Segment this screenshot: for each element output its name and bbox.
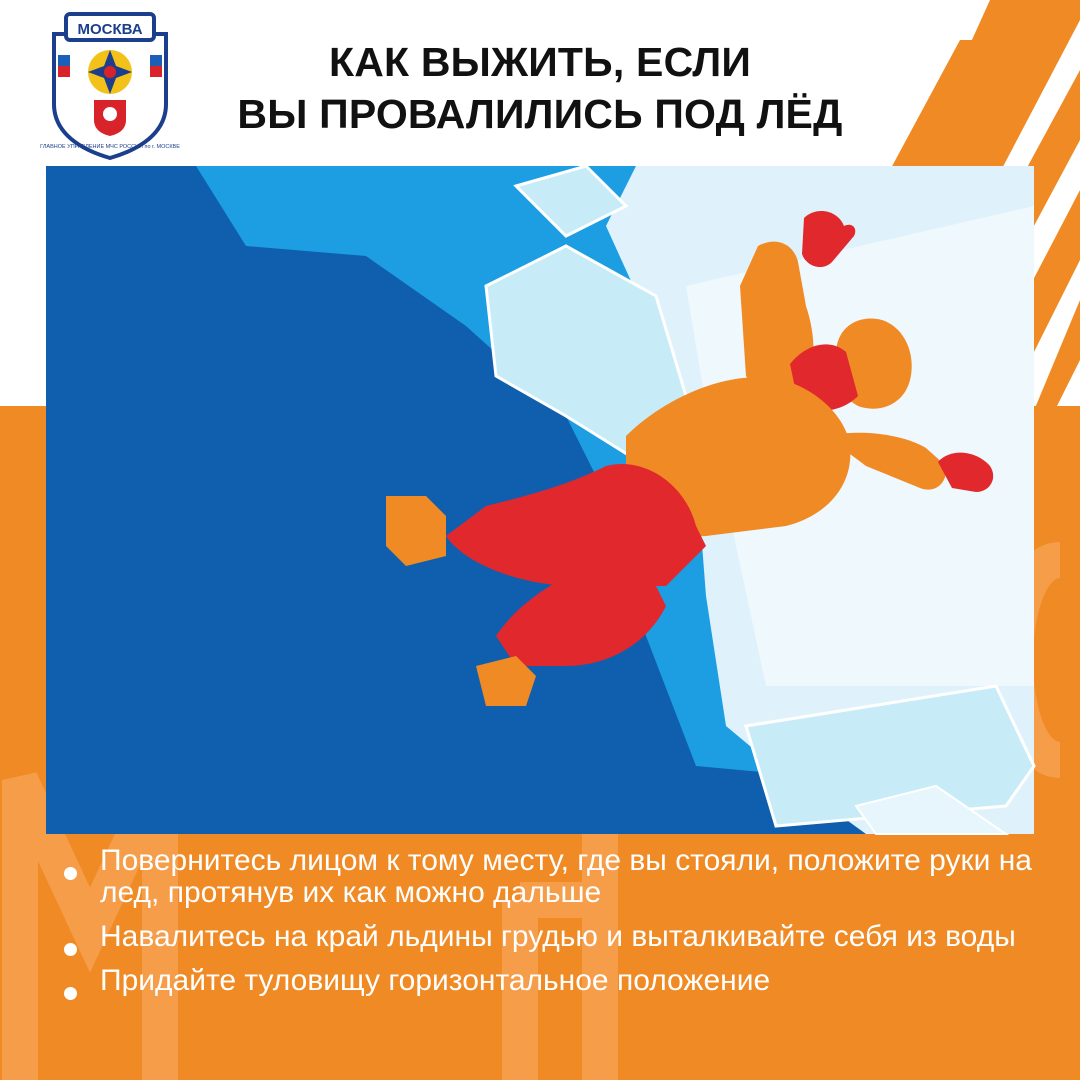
title-line-2: ВЫ ПРОВАЛИЛИСЬ ПОД ЛЁД	[237, 91, 843, 137]
tips-list	[60, 845, 1050, 1009]
page-title	[200, 36, 880, 140]
bullet-dot	[64, 987, 77, 1000]
tip-item	[60, 921, 1050, 953]
ice-rescue-illustration	[46, 166, 1034, 834]
tip-text: Повернитесь лицом к тому месту, где вы стояли, положите руки на лед, протянув их как можно дальше	[100, 844, 1032, 909]
bullet-dot	[64, 943, 77, 956]
tip-text: Придайте туловищу горизонтальное положение	[100, 964, 771, 997]
mchs-moscow-logo	[40, 10, 180, 160]
tip-item	[60, 965, 1050, 997]
logo-top-text: МОСКВА	[77, 21, 143, 38]
tip-item	[60, 845, 1050, 909]
title-line-1: КАК ВЫЖИТЬ, ЕСЛИ	[329, 39, 751, 85]
logo-ring-text: ГЛАВНОЕ УПРАВЛЕНИЕ МЧС РОССИИ по г. МОСКВЕ	[40, 144, 180, 150]
bullet-dot	[64, 867, 77, 880]
tip-text: Навалитесь на край льдины грудью и выталкивайте себя из воды	[100, 920, 1016, 953]
